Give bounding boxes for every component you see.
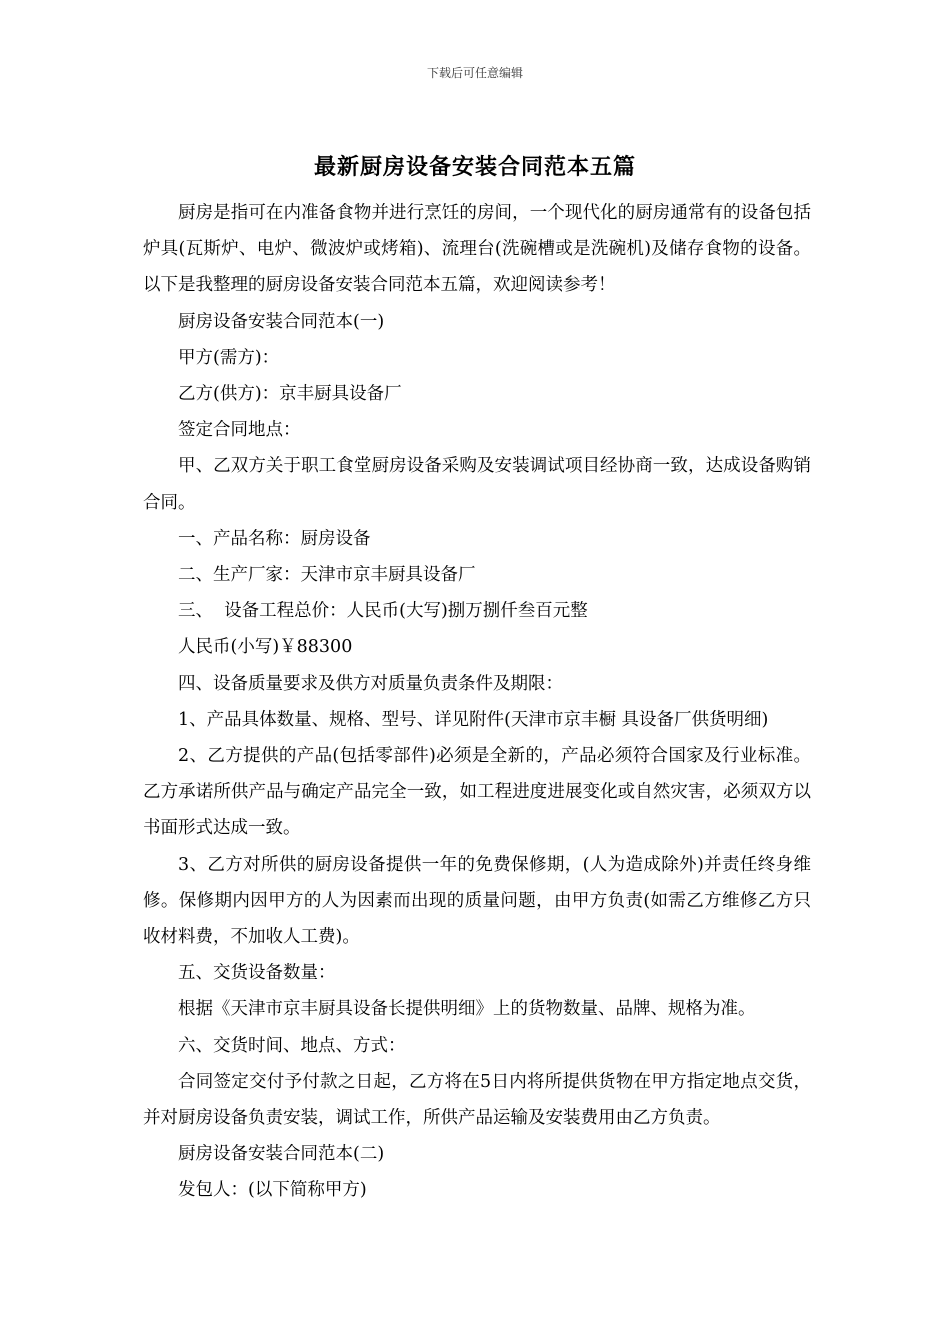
clause-product-name: 一、产品名称：厨房设备: [178, 528, 371, 549]
page-header: 下载后可任意编辑: [426, 66, 523, 80]
clause-price-number: 人民币(小写)￥88300: [178, 637, 353, 658]
party-b-line: 乙方(供方)：京丰厨具设备厂: [178, 384, 402, 405]
document-title: 最新厨房设备安装合同范本五篇: [313, 154, 636, 180]
party-a-line: 甲方(需方)：: [178, 347, 280, 368]
document-body: [143, 195, 811, 1209]
quality-item-1: 1、产品具体数量、规格、型号、详见附件(天津市京丰橱 具设备厂供货明细): [178, 709, 769, 730]
clause-delivery-quantity: 五、交货设备数量：: [178, 963, 336, 984]
signing-place-line: 签定合同地点：: [178, 420, 301, 441]
clause-delivery-time: 六、交货时间、地点、方式：: [178, 1035, 406, 1056]
contractor-line: 发包人：(以下简称甲方): [178, 1180, 367, 1201]
clause-total-price: 三、 设备工程总价：人民币(大写)捌万捌仟叁百元整: [178, 601, 588, 622]
clause-manufacturer: 二、生产厂家：天津市京丰厨具设备厂: [178, 565, 476, 586]
section-heading-1: 厨房设备安装合同范本(一): [178, 311, 385, 332]
intro-paragraph: 厨房是指可在内准备食物并进行烹饪的房间，一个现代化的厨房通常有的设备包括炉具(瓦斯炉、电炉、微波炉或烤箱)、流理台(洗碗槽或是洗碗机)及储存食物的设备。以下是我整理的厨房设备安装合同范本五篇，欢迎阅读参考！: [143, 203, 811, 296]
delivery-quantity-text: 根据《天津市京丰厨具设备长提供明细》上的货物数量、品牌、规格为准。: [178, 999, 756, 1020]
agreement-paragraph: 甲、乙双方关于职工食堂厨房设备采购及安装调试项目经协商一致，达成设备购销合同。: [143, 456, 811, 513]
section-heading-2: 厨房设备安装合同范本(二): [178, 1144, 385, 1165]
quality-item-3: 3、乙方对所供的厨房设备提供一年的免费保修期，(人为造成除外)并责任终身维修。保修期内因甲方的人为因素而出现的质量问题，由甲方负责(如需乙方维修乙方只收材料费，不加收人工费)。: [143, 854, 811, 948]
delivery-time-text: 合同签定交付予付款之日起，乙方将在5日内将所提供货物在甲方指定地点交货，并对厨房设备负责安装，调试工作，所供产品运输及安装费用由乙方负责。: [143, 1071, 811, 1129]
quality-item-2: 2、乙方提供的产品(包括零部件)必须是全新的，产品必须符合国家及行业标准。乙方承诺所供产品与确定产品完全一致，如工程进度进展变化或自然灾害，必须双方以书面形式达成一致。: [143, 746, 811, 839]
clause-quality-heading: 四、设备质量要求及供方对质量负责条件及期限：: [178, 673, 563, 694]
